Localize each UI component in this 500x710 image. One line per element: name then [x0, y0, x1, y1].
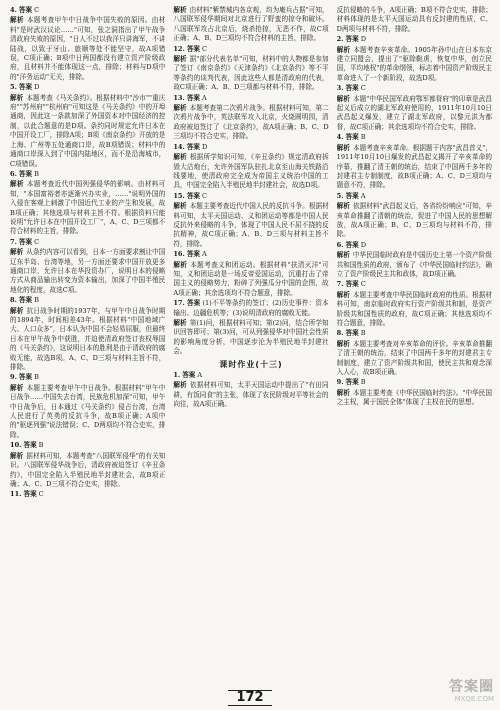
answer-entry	[173, 202, 328, 249]
answer-label: 答案	[18, 373, 33, 382]
answer-entry	[10, 490, 165, 499]
question-number: 8.	[336, 329, 344, 338]
answer-label: 答案	[345, 240, 359, 249]
answer-label: 答案	[345, 378, 359, 387]
answer-line	[173, 250, 328, 259]
explanation	[10, 180, 165, 236]
explanation-text: 本题主要考查对辛亥革命的评价。辛亥革命推翻了清王朝的统治，结束了中国两千多年的封建君主专制制度，建立了资产阶级共和国，使民主共和观念深入人心，故B项正确。	[336, 339, 492, 377]
answer-line	[173, 371, 328, 380]
answer-entry	[10, 16, 165, 82]
section-title: 课时作业(十三)	[219, 359, 283, 369]
answer-entry	[173, 261, 328, 299]
answer-entry	[10, 373, 165, 382]
answer-line	[337, 192, 492, 201]
explanation-text: 本题主要考查中华民国临时政府的性质。根据材料可知，南京临时政府实行资产阶级共和制，是资产阶级共和国性质的政府，故C项正确；其他选项均不符合题意，排除。	[336, 290, 492, 327]
explanation-text: 第(1)问，根据材料可知；第(2)问，结合所学知识回答即可；第(3)问，可从列强侵华对中国社会性质的影响角度分析，中国逐步沦为半殖民地半封建社会。	[173, 319, 329, 356]
question-number: 7.	[10, 237, 17, 246]
answer-entry	[173, 381, 328, 409]
question-number: 13.	[173, 93, 185, 102]
explanation-text: 本题"中华民国军政府鄂军都督府"的印章是武昌起义后成立的湖北军政府使用的，1911年10月10日武昌起义爆发，建立了湖北军政府，以黎元洪为都督，故C项正确；其余选项均不符合史实，排除。	[336, 94, 492, 131]
answer-value: B	[34, 169, 39, 178]
question-number: 14.	[173, 142, 185, 151]
explanation	[337, 389, 492, 408]
answer-entry	[10, 452, 165, 490]
answer-entry	[337, 192, 492, 201]
answer-value: C	[34, 6, 40, 14]
answer-entry	[10, 180, 165, 236]
question-number: 2.	[336, 35, 344, 44]
answer-entry	[10, 248, 165, 295]
explanation-label: 解析	[10, 93, 24, 102]
answer-entry	[337, 133, 492, 142]
explanation	[173, 104, 328, 142]
answer-label: 答案	[186, 191, 200, 200]
answer-entry	[173, 143, 328, 152]
explanation-text: 本题考查辛亥革命。根据题干内容"武昌首义"，1911年10月10日爆发的武昌起义揭开了辛亥革命的序幕，推翻了清王朝的统治，结束了中国两千多年的封建君主专制制度，故B项正确；A、C、D三项均与题意不符，排除。	[336, 143, 492, 190]
explanation-label: 解析	[10, 248, 24, 257]
answer-value: B	[38, 441, 44, 450]
explanation-text: 据材料可知，本题考查"八国联军侵华"的有关知识。八国联军侵华战争后，清政府被迫签订《辛丑条约》，中国完全陷入半殖民地半封建社会，故B项正确；A、C、D三项不符合史实，排除。	[10, 451, 166, 488]
explanation	[10, 16, 165, 82]
answer-value: B	[360, 329, 366, 338]
answer-line	[10, 373, 165, 382]
explanation-label: 解析	[336, 339, 350, 348]
answer-entry	[337, 340, 492, 378]
answer-entry	[337, 378, 492, 387]
answer-entry	[337, 291, 492, 329]
answer-line	[173, 45, 328, 54]
explanation-label: 解析	[336, 290, 350, 299]
answer-entry	[173, 45, 328, 54]
answer-entry	[173, 153, 328, 191]
answer-label: 答案	[186, 93, 200, 102]
answer-label: 答案	[345, 280, 359, 289]
question-number: 8.	[10, 296, 17, 305]
answer-entry	[173, 94, 328, 103]
answer-line	[173, 192, 328, 201]
explanation-label: 解析	[336, 202, 350, 211]
answer-entry	[10, 296, 165, 305]
question-number: 4.	[336, 133, 344, 142]
answer-line	[337, 280, 492, 289]
explanation-label: 解析	[173, 260, 188, 269]
question-number: 10.	[10, 441, 22, 450]
answer-line	[10, 490, 165, 499]
question-number: 3.	[336, 84, 344, 93]
explanation	[337, 46, 492, 84]
answer-value: C	[202, 44, 208, 53]
question-number: 5.	[336, 191, 344, 200]
answer-label: 答案	[186, 142, 200, 151]
answer-value: B	[360, 378, 366, 387]
answer-entry	[337, 251, 492, 279]
answer-line	[10, 6, 165, 15]
answer-label: 答案	[18, 169, 33, 178]
answer-label: 答案	[345, 191, 359, 200]
answer-line	[10, 83, 165, 92]
answer-label: 答案	[345, 329, 359, 338]
explanation-label: 解析	[173, 381, 187, 390]
answer-value: D	[202, 142, 208, 151]
explanation-text: 本题主要考查甲午中日战争。根据材料"甲午中日战争……中国失去台湾，民族危机加深"可知，甲午中日战争后，日本通过《马关条约》侵占台湾，台湾人民进行了英勇的反抗斗争，故B项正确；A项中的"驱逐列强"说法错误；C、D两项均不符合史实，排除。	[10, 383, 166, 439]
answer-value: A	[202, 250, 207, 259]
explanation-text: 依据材料可知，太平天国运动中提出了"有田同耕，有饭同食"的主张，体现了农民阶级对平等社会的向往，故A项正确。	[173, 381, 329, 409]
explanation	[173, 381, 328, 409]
answer-value: D	[360, 35, 367, 44]
explanation-label: 解析	[336, 45, 351, 54]
column-left	[10, 6, 165, 686]
answer-entry	[173, 319, 328, 357]
answer-entry	[173, 6, 328, 44]
explanation-label: 解析	[10, 306, 24, 315]
explanation-label: 解析	[173, 55, 187, 64]
answer-entry	[10, 83, 165, 92]
answer-value: D	[360, 240, 367, 249]
explanation	[337, 6, 492, 34]
explanation	[10, 307, 165, 373]
answer-entry	[337, 202, 492, 240]
answer-label: 答案	[18, 237, 33, 246]
explanation	[337, 251, 492, 279]
answer-label: 答案	[18, 6, 33, 14]
question-number: 1.	[173, 371, 181, 380]
question-number: 15.	[173, 191, 185, 200]
answer-entry	[10, 441, 165, 450]
answer-label: 答案	[345, 133, 359, 142]
explanation-text: 依据材料"武昌起义后，各省纷纷响应"可知，辛亥革命推翻了清朝的统治，促进了中国人民的思想解放，故A项正确；B、C、D三项均与材料不符，排除。	[336, 202, 492, 239]
explanation-label: 解析	[173, 6, 187, 14]
explanation-text: 反抗侵略的斗争，A项正确；B项不符合史实，排除；材料体现的是太平天国运动具有反封建的性质，C、D两项与材料不符，排除。	[336, 6, 492, 33]
answer-value: A	[360, 191, 366, 200]
question-number: 12.	[173, 44, 185, 53]
answer-value: (1)不平等条约的签订；(2)历史事件：资本输出、边疆危机等；(3)说明清政府的腐败无能。	[173, 299, 329, 317]
answer-value: D	[34, 83, 40, 92]
answer-entry	[337, 46, 492, 84]
question-number: 4.	[10, 6, 17, 14]
explanation-label: 解析	[10, 383, 24, 392]
explanation	[337, 291, 492, 329]
question-number: 6.	[10, 169, 17, 178]
answer-line	[337, 35, 492, 44]
answer-entry	[337, 280, 492, 289]
column-middle	[173, 6, 328, 686]
explanation-label: 解析	[10, 16, 24, 25]
explanation-text: 本题考查《马关条约》。根据材料中"沙市""重庆府""苏州府""杭州府"可知这是《马关条约》中的开埠通商，因此这一条款加深了外国资本对中国经济的控制，以此合题意的是D项。条约同时规定允许日本在中国开设工厂，排除A项；B项《南京条约》开放的是上海、广州等五处通商口岸，故B项错误；材料中的通商口岸深入到了中国内陆地区，而不是沿海城市，C项错误。	[10, 93, 166, 168]
explanation	[337, 340, 492, 378]
answer-entry	[337, 6, 492, 34]
answer-value: A	[197, 371, 203, 380]
answer-line	[173, 299, 328, 318]
answer-line	[10, 170, 165, 179]
answer-line	[10, 441, 165, 450]
watermark-main-text: 答案圈	[449, 678, 494, 695]
answer-label: 答案	[345, 35, 359, 44]
answer-label: 答案	[18, 83, 33, 92]
explanation-label: 解析	[173, 319, 187, 327]
answer-value: C	[202, 191, 208, 200]
answer-entry	[173, 250, 328, 259]
question-number: 16.	[173, 250, 185, 259]
explanation-text: 抗日战争时期的1937年，与甲午中日战争时期的1894年，时间相差43年。根据材料"中国地域广大、人口众多"，日本认为中国不会轻易屈服，但最终日本在甲午战争中获胜，并迫使清政府签订丧权辱国的《马关条约》，这说明日本的胜利是由于清政府的腐败无能，故选B项。A、C、D三项与材料主旨不符，排除。	[10, 306, 166, 372]
explanation-text: 据"部分代表名单"可知，材料中的人物都是参加了签订《南京条约》《天津条约》《北京条约》等不平等条约的谈判代表，因此这些人都是清政府的代表，故C项正确；A、B、D三项都与材料不符，排除。	[173, 55, 329, 92]
explanation-label: 解析	[336, 94, 350, 103]
answer-entry	[337, 35, 492, 44]
answer-columns	[10, 6, 492, 686]
answer-line	[337, 378, 492, 387]
question-number: 5.	[10, 83, 17, 92]
question-number: 7.	[336, 280, 344, 289]
answer-value: C	[360, 280, 366, 289]
page-footer	[0, 688, 500, 708]
answer-line	[10, 238, 165, 247]
explanation	[173, 153, 328, 191]
answer-line	[173, 94, 328, 103]
answer-entry	[10, 384, 165, 440]
answer-label: 答案	[186, 250, 200, 259]
explanation	[173, 319, 328, 357]
answer-entry	[10, 6, 165, 15]
answer-label: 答案	[23, 441, 37, 450]
explanation-continued: 只讲海军，不讲陆战，以致于牙山、旅顺等处不能坚守，故A项错误，C项正确；B项中日两国都没有建立资产阶级政府，且材料并不能体现这一点，排除；材料与D项中的"洋务运动"无关，排除。	[10, 35, 166, 81]
answer-line	[173, 143, 328, 152]
explanation	[173, 6, 328, 44]
explanation	[337, 202, 492, 240]
answer-entry	[10, 307, 165, 373]
explanation-label: 解析	[10, 180, 24, 189]
column-right	[337, 6, 492, 686]
explanation-label: 解析	[336, 143, 350, 152]
answer-entry	[173, 55, 328, 93]
explanation-text: 本题考查甲午中日战争中国失败的原因。由材料"是时武汉议论……"可知，张之洞指出了甲午战争清政府失败的原因，"日人不过以我洋	[10, 16, 166, 44]
answer-label: 答案	[23, 490, 37, 499]
explanation	[173, 202, 328, 249]
explanation-text: 由材料"紫禁城内各京观，均为庵兵占据"可知，八国联军侵华期间对北京进行了野蛮的掠夺和破坏。八国联军攻占北京后，烧杀抢掠，无恶不作，故C项正确；A、B、D三项均不符合材料的主旨，排除。	[173, 6, 329, 43]
answer-label: 答案	[18, 296, 33, 305]
page-number: 172	[228, 690, 271, 706]
answer-value: C	[360, 84, 366, 93]
explanation	[10, 248, 165, 295]
answer-entry	[173, 104, 328, 142]
question-number: 11.	[10, 490, 22, 499]
answer-line	[337, 329, 492, 338]
answer-value: B	[34, 373, 39, 382]
answer-line	[337, 133, 492, 142]
explanation	[173, 261, 328, 299]
answer-value: B	[360, 133, 366, 142]
answer-entry	[337, 84, 492, 93]
explanation	[337, 144, 492, 191]
answer-label: 答案	[186, 299, 201, 308]
explanation-text: 中华民国临时政府是中国历史上第一个资产阶级共和国性质的政府，颁布了《中华民国临时约法》，确立了资产阶级民主共和政体，故D项正确。	[336, 251, 492, 278]
answer-entry	[337, 241, 492, 250]
explanation	[337, 95, 492, 133]
explanation-text: 本题主要考查《中华民国临时约法》。"中华民国之主权，属于国民全体"体现了主权在民的思想。	[336, 388, 492, 407]
answer-value: A	[202, 93, 207, 102]
explanation-label: 解析	[173, 202, 187, 211]
explanation-text: 本题主要考查近代中国人民的反抗斗争。根据材料可知，太平天国运动、义和团运动等都是中国人民反抗外来侵略的斗争，体现了中国人民不屈不挠的反抗精神，故C项正确；A、B、D三项与材料主旨不符，排除。	[173, 202, 329, 248]
explanation-label: 解析	[173, 104, 187, 113]
answer-entry	[10, 170, 165, 179]
answer-entry	[173, 299, 328, 318]
explanation-text: 从条约内容可以看到，日本一方面要求割让中国辽东半岛、台湾等地，另一方面还要求中国开放更多通商口岸，允许日本在华投资办厂，说明日本的侵略方式从商品输出转变为资本输出，加深了中国半殖民地化的程度，故选C项。	[10, 248, 166, 294]
explanation-text: 本题考查近代中国列强侵华的影响。由材料可知，"本国富裕者亦逐渐兴办实业，……"说明外国的入侵在客观上刺激了中国近代工业的产生和发展，故B项正确；其他选项与材料主旨不符。根据资料只能说明"允许日本在中国开设工厂"，A、C、D三项都不符合材料的主旨，排除。	[10, 180, 166, 236]
explanation	[10, 384, 165, 440]
explanation	[10, 94, 165, 169]
answer-label: 答案	[186, 44, 200, 53]
answer-entry	[337, 389, 492, 408]
explanation-text: 根据所学知识可知，《辛丑条约》规定清政府拆毁大沽炮台，允许外国军队驻扎北京至山海关铁路沿线要地，使清政府完全成为帝国主义统治中国的工具，中国完全陷入半殖民地半封建社会，故选D项。	[173, 153, 329, 190]
explanation-text: 本题考查第二次鸦片战争。根据材料可知，第二次鸦片战争中，英法联军攻入北京，火烧圆明园，清政府被迫签订了《北京条约》，故A项正确；B、C、D三项均不符合史实，排除。	[173, 104, 329, 141]
answer-line	[337, 241, 492, 250]
answer-value: C	[34, 237, 40, 246]
explanation-label: 解析	[336, 251, 350, 260]
watermark-sub-text: MXQE.COM	[454, 694, 494, 703]
answer-entry	[337, 95, 492, 133]
answer-label: 答案	[182, 371, 196, 380]
answer-line	[10, 296, 165, 305]
answer-value: C	[38, 490, 44, 499]
question-number: 9.	[336, 378, 344, 387]
answer-entry	[337, 329, 492, 338]
question-number: 6.	[336, 240, 344, 249]
answer-line	[337, 84, 492, 93]
question-number: 17.	[173, 299, 185, 308]
answer-value: B	[34, 296, 39, 305]
explanation	[10, 452, 165, 490]
answer-entry	[173, 192, 328, 201]
explanation-label: 解析	[336, 388, 350, 397]
answer-entry	[173, 371, 328, 380]
answer-entry	[10, 94, 165, 169]
answer-entry	[337, 144, 492, 191]
explanation-label: 解析	[173, 153, 187, 162]
answer-label: 答案	[345, 84, 359, 93]
explanation	[173, 55, 328, 93]
explanation-text: 本题考查义和团运动。根据材料"扶清灭洋"可知，义和团运动是一场反帝爱国运动，沉重打击了帝国主义的侵略势力，粉碎了列强瓜分中国的企图，故A项正确；其余选项均不符合题意，排除。	[173, 260, 329, 297]
question-number: 9.	[10, 373, 17, 382]
answer-entry	[10, 238, 165, 247]
explanation-text: 本题考查辛亥革命。1905年孙中山在日本东京建立同盟会，提出了"驱除鞑虏，恢复中华，创立民国，平均地权"的革命纲领，标志着中国资产阶级民主革命进入了一个新阶段，故选D项。	[336, 45, 492, 82]
explanation-label: 解析	[10, 451, 24, 460]
